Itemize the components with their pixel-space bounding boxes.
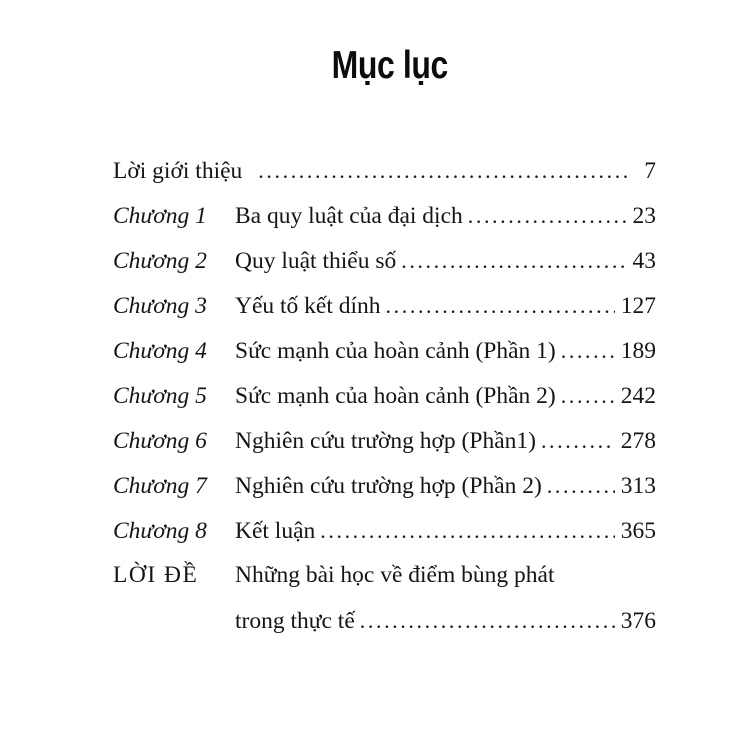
- entry-title: Ba quy luật của đại dịch: [235, 203, 463, 229]
- toc-entry-chuong-1: [113, 193, 656, 238]
- entry-label: Chương 8: [113, 518, 207, 544]
- dot-leader: [556, 373, 615, 419]
- entry-title-line1: Những bài học về điểm bùng phát: [235, 562, 555, 588]
- entry-title: Kết luận: [235, 518, 316, 544]
- toc-entry-loi-de-continued: [113, 598, 656, 643]
- toc-entry-chuong-4: [113, 328, 656, 373]
- page-number: 365: [620, 518, 656, 544]
- entry-label: Chương 7: [113, 473, 207, 499]
- entry-title: Sức mạnh của hoàn cảnh (Phần 2): [235, 383, 556, 409]
- page-number: 23: [632, 203, 656, 229]
- entry-label: Lời giới thiệu: [113, 158, 243, 184]
- dot-leader: [536, 418, 615, 464]
- entry-title: Nghiên cứu trường hợp (Phần 2): [235, 473, 542, 499]
- dot-leader: [542, 463, 615, 509]
- page-number: 376: [620, 608, 656, 634]
- entry-label: Chương 1: [113, 203, 207, 229]
- page-number: 7: [644, 158, 656, 184]
- entry-title-line2: trong thực tế: [235, 608, 355, 634]
- page-number: 43: [632, 248, 656, 274]
- dot-leader: [355, 598, 615, 644]
- entry-label: LỜI ĐỀ: [113, 562, 199, 588]
- page-number: 189: [620, 338, 656, 364]
- dot-leader: [381, 283, 615, 329]
- entry-title: Quy luật thiểu số: [235, 248, 397, 274]
- page-number: 127: [620, 293, 656, 319]
- page-number: 242: [620, 383, 656, 409]
- dot-leader: [556, 328, 615, 374]
- dot-leader: [396, 238, 626, 284]
- entry-label: Chương 2: [113, 248, 207, 274]
- toc-entry-chuong-5: [113, 373, 656, 418]
- entry-label: Chương 6: [113, 428, 207, 454]
- toc-entry-loi-de: [113, 553, 656, 598]
- page-title: Mục lục: [331, 44, 448, 87]
- entry-label: Chương 3: [113, 293, 207, 319]
- entry-title: Nghiên cứu trường hợp (Phần1): [235, 428, 536, 454]
- entry-label: Chương 5: [113, 383, 207, 409]
- toc-entry-chuong-6: [113, 418, 656, 463]
- toc-entry-intro: [113, 148, 656, 193]
- table-of-contents: [113, 148, 656, 643]
- dot-leader: [315, 508, 614, 554]
- entry-label: Chương 4: [113, 338, 207, 364]
- toc-entry-chuong-7: [113, 463, 656, 508]
- dot-leader: [242, 148, 632, 194]
- toc-entry-chuong-2: [113, 238, 656, 283]
- entry-title: Sức mạnh của hoàn cảnh (Phần 1): [235, 338, 556, 364]
- toc-entry-chuong-8: [113, 508, 656, 553]
- toc-entry-chuong-3: [113, 283, 656, 328]
- dot-leader: [463, 193, 627, 239]
- page-number: 313: [620, 473, 656, 499]
- entry-title: Yếu tố kết dính: [235, 293, 381, 319]
- page-number: 278: [620, 428, 656, 454]
